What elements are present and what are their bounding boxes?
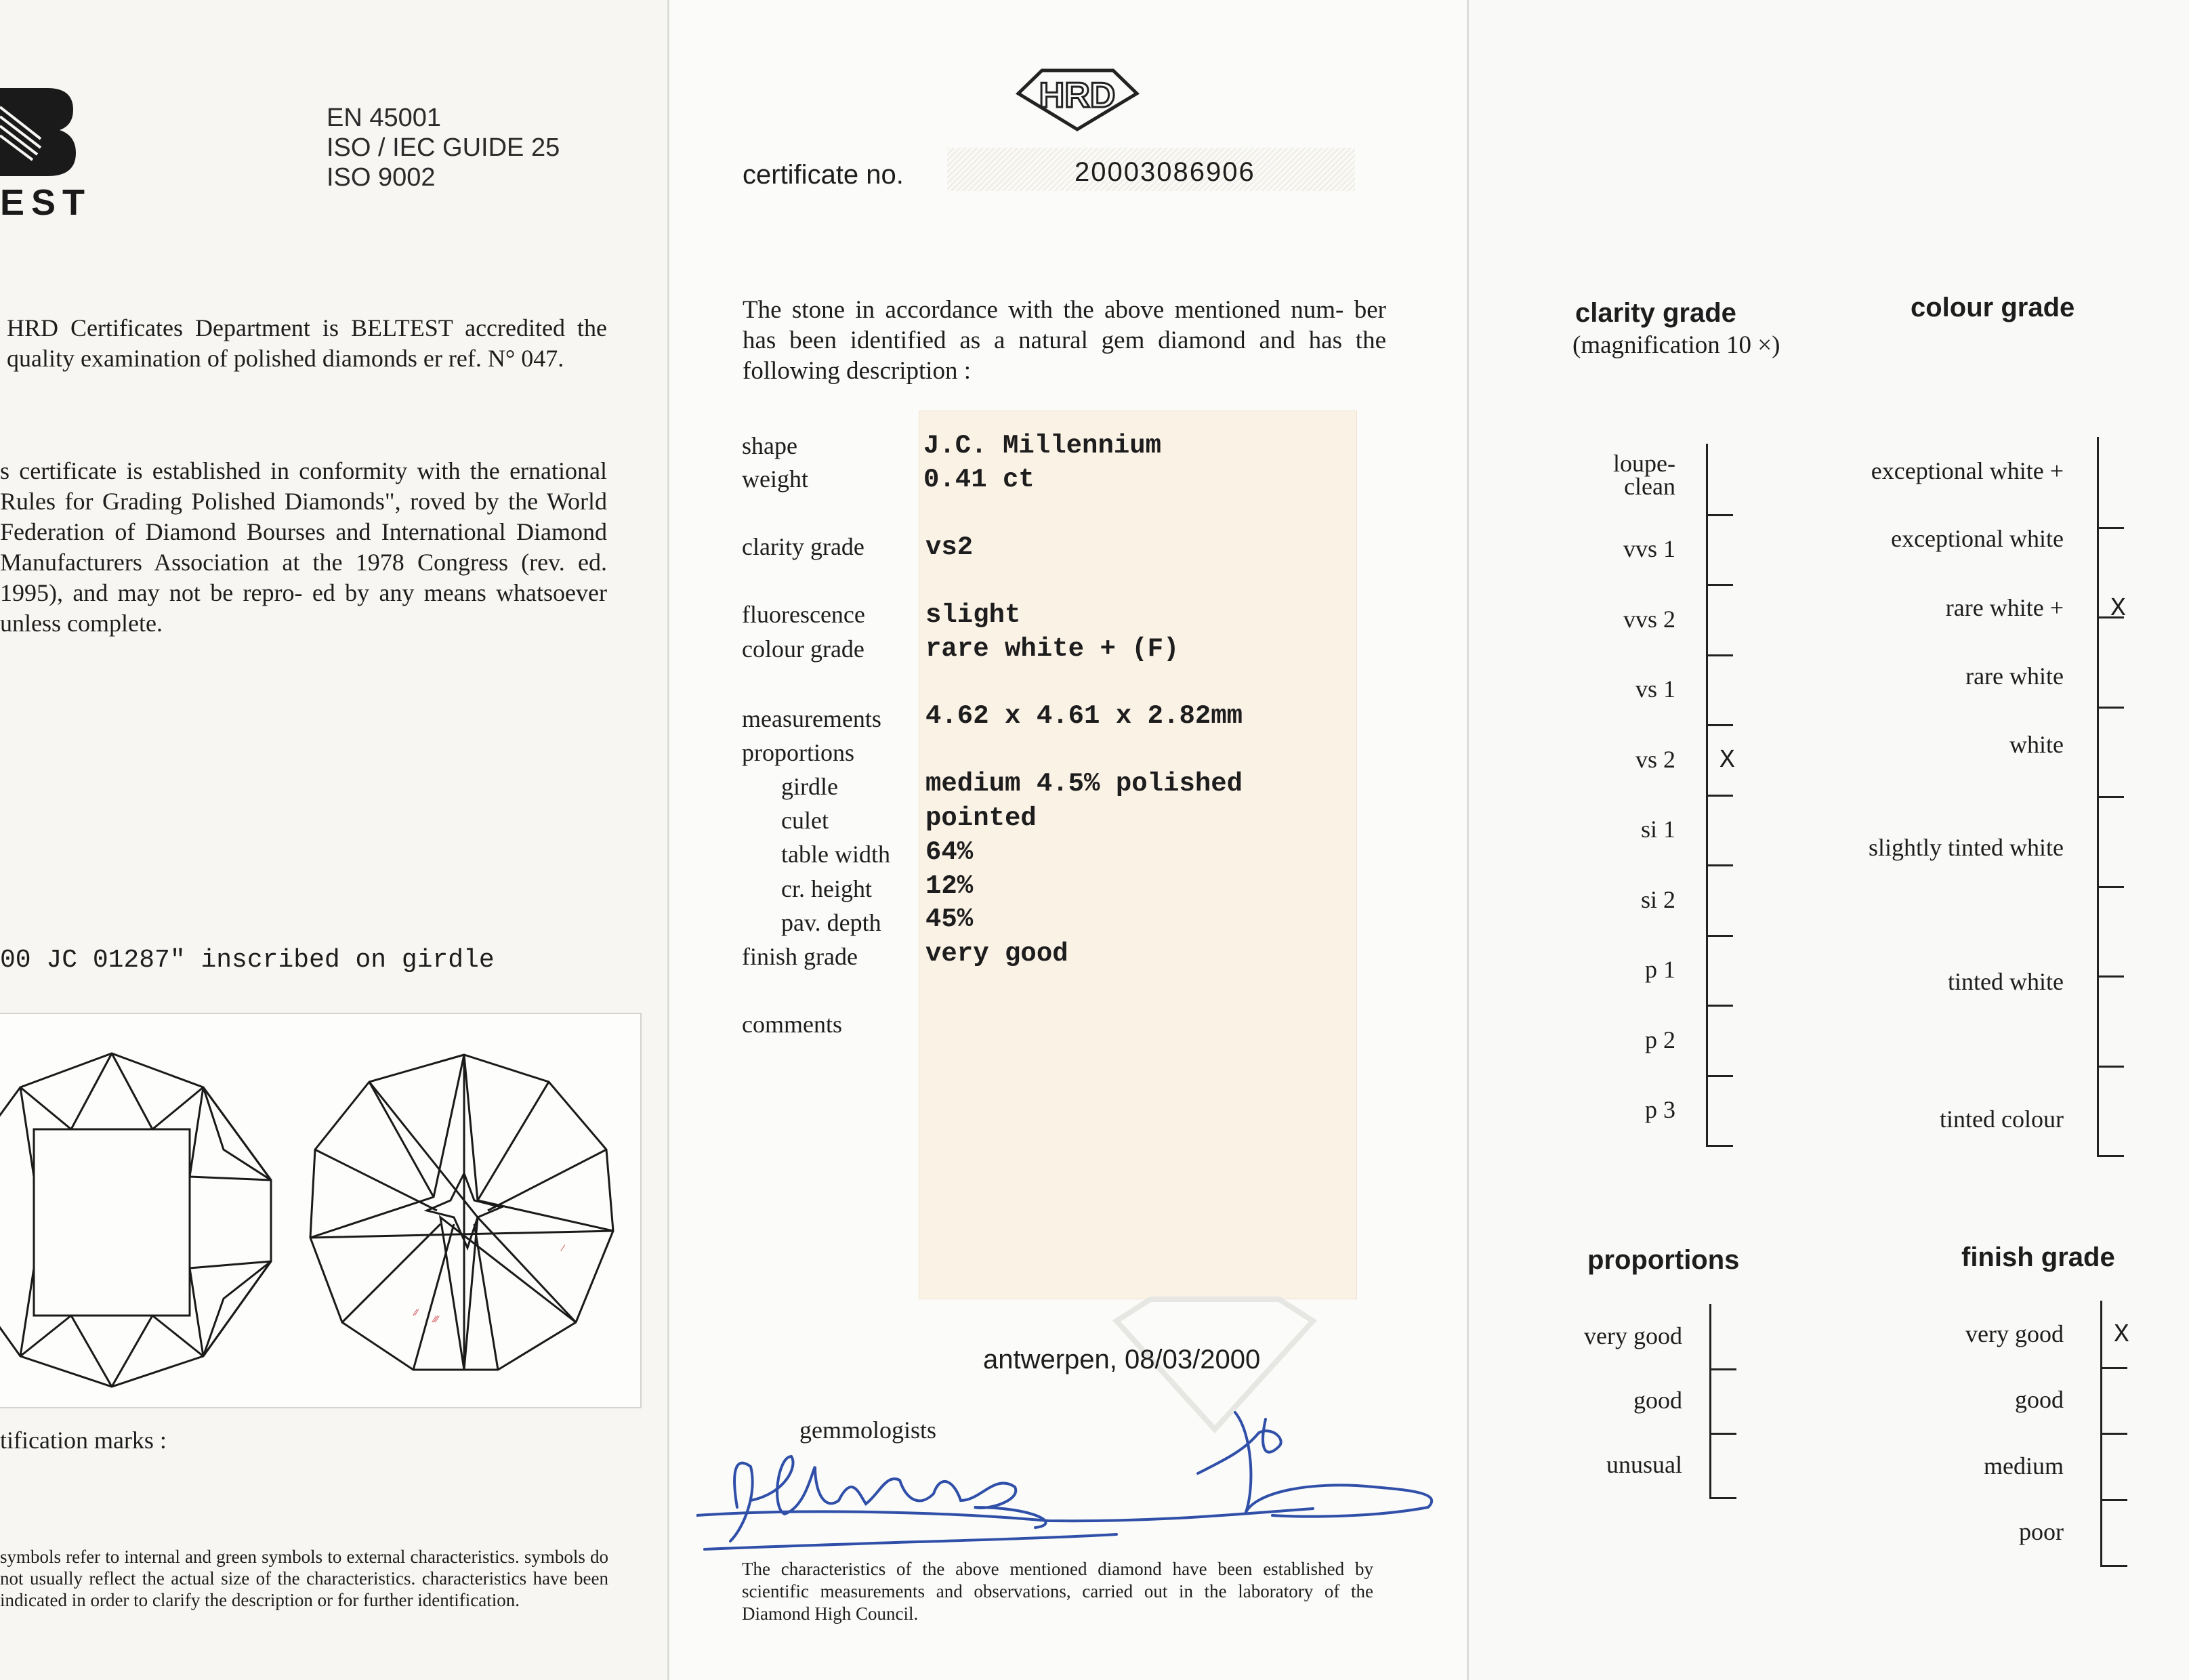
label-clarity: clarity grade: [742, 533, 864, 560]
girdle-inscription: 00 JC 01287" inscribed on girdle: [0, 946, 495, 975]
clarity-scale-label: vs 2: [1635, 745, 1675, 773]
svg-text:⁄: ⁄: [562, 1242, 564, 1253]
standard-1: EN 45001: [327, 104, 442, 132]
certificate-label: certificate no.: [743, 160, 904, 190]
svg-text:⁄⁄: ⁄⁄: [415, 1307, 418, 1318]
colour-scale-label: rare white +: [1945, 594, 2064, 621]
finish-scale-tick: [2100, 1367, 2127, 1369]
beltest-logo-icon: [0, 88, 78, 176]
clarity-scale-label: p 1: [1645, 956, 1675, 984]
svg-text:HRD: HRD: [1039, 76, 1116, 115]
clarity-scale-label: vvs 1: [1623, 535, 1675, 563]
finish-scale-label: poor: [2019, 1518, 2064, 1546]
left-panel: [0, 0, 667, 1680]
value-shape: J.C. Millennium: [923, 431, 1162, 461]
label-pavilion-depth: pav. depth: [781, 909, 881, 936]
finish-scale-tick: [2100, 1499, 2127, 1501]
clarity-scale-label: loupe- clean: [1613, 449, 1675, 500]
value-weight: 0.41 ct: [923, 465, 1035, 495]
label-weight: weight: [742, 465, 808, 492]
colour-scale-label: exceptional white +: [1871, 457, 2064, 484]
certificate-number: 20003086906: [1075, 157, 1255, 187]
finish-title: finish grade: [1961, 1242, 2115, 1272]
standards-list: [327, 103, 560, 192]
standard-2: ISO / IEC GUIDE 25: [327, 133, 560, 162]
clarity-scale-label: si 2: [1640, 885, 1675, 913]
label-culet: culet: [781, 807, 829, 834]
colour-scale-mark: X: [2110, 594, 2126, 623]
beltest-logo: [0, 88, 78, 176]
svg-text:⁄⁄⁄: ⁄⁄⁄: [434, 1314, 439, 1324]
colour-scale-label: white: [2009, 731, 2064, 758]
signatures-icon: [696, 1392, 1469, 1555]
finish-scale-tick: [2100, 1433, 2127, 1435]
label-table-width: table width: [781, 841, 890, 868]
label-proportions: proportions: [742, 739, 854, 766]
clarity-title: clarity grade: [1575, 298, 1736, 328]
proportions-scale-label: very good: [1584, 1322, 1682, 1350]
signatures: [696, 1392, 1469, 1555]
intro-text: The stone in accordance with the above mentioned num- ber has been identified as a natural gem diamond and has the following description :: [743, 296, 1386, 385]
diamond-plot-box: [0, 1013, 642, 1408]
clarity-scale-label: vvs 2: [1623, 605, 1675, 633]
label-colour: colour grade: [742, 635, 864, 663]
finish-scale-tick: [2100, 1565, 2127, 1567]
colour-scale-label: exceptional white: [1891, 525, 2064, 552]
clarity-scale-mark: X: [1719, 745, 1735, 775]
beltest-logo-text: EST: [0, 182, 92, 223]
value-measurements: 4.62 x 4.61 x 2.82mm: [925, 701, 1243, 731]
colour-scale-label: rare white: [1965, 663, 2064, 690]
clarity-subtitle: (magnification 10 ×): [1572, 331, 1780, 359]
disclaimer-text: The characteristics of the above mentioned diamond have been established by scientific measurements and observations, carried out in the laboratory of the Diamond High Council.: [742, 1559, 1373, 1624]
value-culet: pointed: [925, 803, 1037, 833]
label-crown-height: cr. height: [781, 875, 872, 902]
proportions-scale-label: good: [1633, 1387, 1682, 1414]
value-crown-height: 12%: [925, 871, 974, 901]
finish-scale-mark: X: [2114, 1320, 2129, 1349]
value-clarity: vs2: [925, 532, 974, 562]
clarity-scale-label: p 3: [1645, 1096, 1675, 1124]
label-shape: shape: [742, 432, 797, 459]
proportions-title: proportions: [1587, 1245, 1740, 1275]
place-date: antwerpen, 08/03/2000: [983, 1345, 1261, 1374]
hrd-logo: [1015, 65, 1140, 133]
gemmologists-label: gemmologists: [799, 1416, 937, 1444]
label-fluorescence: fluorescence: [742, 601, 865, 628]
clarity-scale-label: si 1: [1640, 816, 1675, 843]
hrd-logo-icon: [1015, 65, 1140, 133]
value-pavilion-depth: 45%: [925, 904, 974, 934]
typed-insert: [919, 411, 1357, 1299]
clarity-scale-label: vs 1: [1635, 675, 1675, 703]
standard-3: ISO 9002: [327, 163, 436, 192]
value-finish: very good: [925, 939, 1068, 969]
colour-scale-label: tinted colour: [1940, 1106, 2064, 1133]
middle-panel: [667, 0, 1469, 1680]
label-measurements: measurements: [742, 705, 881, 732]
value-fluorescence: slight: [925, 600, 1021, 630]
value-table-width: 64%: [925, 837, 974, 867]
proportions-scale-label: unusual: [1606, 1451, 1682, 1479]
finish-scale-label: very good: [1965, 1320, 2064, 1347]
diamond-plot-icon: [0, 1014, 640, 1407]
label-finish: finish grade: [742, 943, 858, 970]
right-panel: [1467, 0, 2189, 1680]
conformity-text: s certificate is established in conformity with the ernational Rules for Grading Polished Diamonds", roved by the World Federation of Diamond Bourses and International Diamond Manufacturers Association at the 1978 Congress (rev. ed. 1995), and may not be repro- ed by any means whatsoever unless complete.: [0, 457, 607, 637]
identification-marks-label: tification marks :: [0, 1427, 167, 1454]
colour-title: colour grade: [1911, 293, 2075, 322]
value-colour: rare white + (F): [925, 634, 1180, 664]
finish-scale-label: good: [2015, 1386, 2064, 1414]
label-girdle: girdle: [781, 773, 838, 800]
accreditation-text: HRD Certificates Department is BELTEST accredited the quality examination of polished diamonds er ref. N° 047.: [7, 314, 607, 372]
finish-scale-label: medium: [1984, 1452, 2064, 1479]
label-comments: comments: [742, 1011, 842, 1038]
value-girdle: medium 4.5% polished: [925, 769, 1243, 799]
colour-scale-label: tinted white: [1948, 968, 2064, 995]
finish-scale: [1469, 0, 2189, 1680]
plot-footnote: symbols refer to internal and green symbols to external characteristics. symbols do not usually reflect the actual size of the characteristics. characteristics have been indicated in order to clarify the description or for further identification.: [0, 1547, 608, 1610]
colour-scale-label: slightly tinted white: [1869, 834, 2064, 861]
clarity-scale-label: p 2: [1645, 1026, 1675, 1053]
